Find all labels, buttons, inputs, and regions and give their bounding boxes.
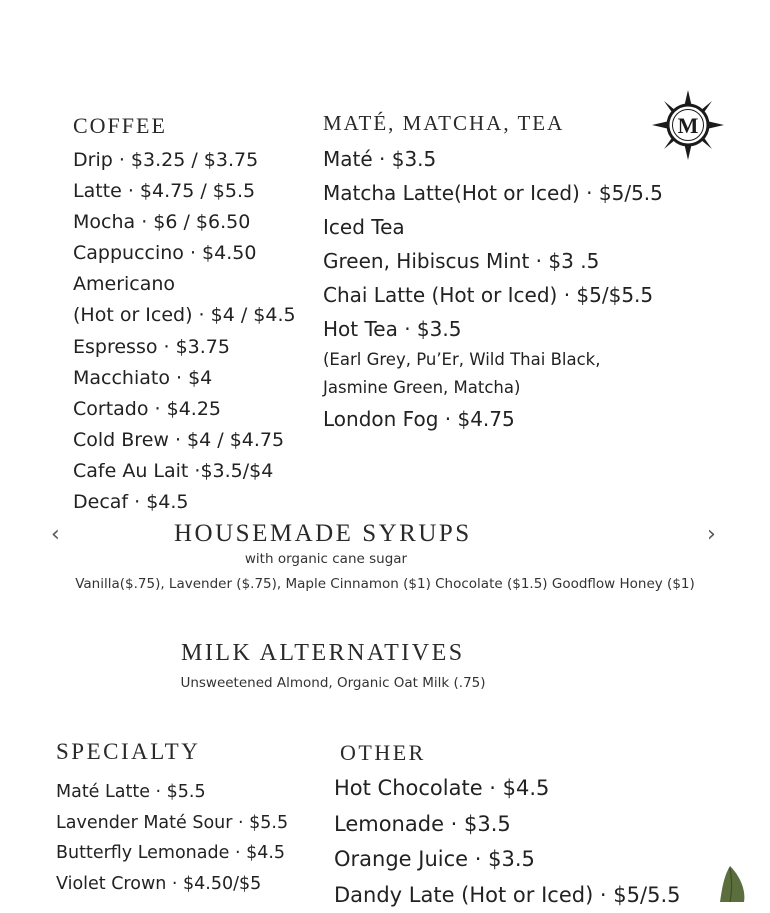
tea-heading: MATÉ, MATCHA, TEA	[323, 111, 564, 136]
syrups-heading: HOUSEMADE SYRUPS	[174, 520, 472, 548]
milk-list: Unsweetened Almond, Organic Oat Milk (.75)	[133, 675, 533, 691]
menu-item: Cappuccino · $4.50	[73, 238, 296, 269]
menu-item: (Hot or Iced) · $4 / $4.5	[73, 300, 296, 331]
syrups-list: Vanilla($.75), Lavender ($.75), Maple Cinnamon ($1) Chocolate ($1.5) Goodflow Honey ($1)	[50, 576, 720, 592]
menu-item: Hot Chocolate · $4.5	[334, 771, 680, 807]
menu-item: Matcha Latte(Hot or Iced) · $5/5.5	[323, 176, 663, 210]
menu-item: Decaf · $4.5	[73, 487, 296, 518]
menu-item: Chai Latte (Hot or Iced) · $5/$5.5	[323, 278, 663, 312]
leaf-icon	[716, 866, 748, 902]
svg-text:M: M	[678, 113, 699, 138]
brand-logo	[650, 88, 726, 162]
carousel-next-button[interactable]: ›	[707, 524, 716, 546]
menu-item: Macchiato · $4	[73, 363, 296, 394]
specialty-list	[56, 777, 288, 899]
menu-item: Cortado · $4.25	[73, 394, 296, 425]
menu-item: Drip · $3.25 / $3.75	[73, 145, 296, 176]
menu-item: Americano	[73, 269, 296, 300]
coffee-list	[73, 145, 296, 518]
menu-item: Butterfly Lemonade · $4.5	[56, 838, 288, 869]
menu-item: (Earl Grey, Pu’Er, Wild Thai Black,	[323, 346, 663, 374]
milk-heading: MILK ALTERNATIVES	[181, 640, 465, 667]
specialty-heading: SPECIALTY	[56, 739, 200, 765]
menu-item: Dandy Late (Hot or Iced) · $5/5.5	[334, 878, 680, 913]
compass-logo-icon	[650, 88, 726, 162]
menu-item: Espresso · $3.75	[73, 332, 296, 363]
menu-item: Hot Tea · $3.5	[323, 312, 663, 346]
menu-item: Orange Juice · $3.5	[334, 842, 680, 878]
menu-item: Iced Tea	[323, 210, 663, 244]
menu-item: Lemonade · $3.5	[334, 807, 680, 843]
other-heading: OTHER	[340, 740, 426, 766]
coffee-heading: COFFEE	[73, 113, 167, 139]
menu-item: Mocha · $6 / $6.50	[73, 207, 296, 238]
leaf-decoration	[716, 866, 748, 902]
menu-item: London Fog · $4.75	[323, 402, 663, 436]
menu-item: Jasmine Green, Matcha)	[323, 374, 663, 402]
tea-list	[323, 142, 663, 436]
menu-item: Lavender Maté Sour · $5.5	[56, 808, 288, 839]
syrups-subheading: with organic cane sugar	[226, 551, 426, 567]
other-list	[334, 771, 680, 913]
menu-item: Green, Hibiscus Mint · $3 .5	[323, 244, 663, 278]
menu-item: Cafe Au Lait ·$3.5/$4	[73, 456, 296, 487]
carousel-prev-button[interactable]: ‹	[51, 524, 60, 546]
menu-item: Cold Brew · $4 / $4.75	[73, 425, 296, 456]
menu-item: Latte · $4.75 / $5.5	[73, 176, 296, 207]
menu-item: Maté · $3.5	[323, 142, 663, 176]
menu-item: Maté Latte · $5.5	[56, 777, 288, 808]
menu-item: Violet Crown · $4.50/$5	[56, 869, 288, 900]
